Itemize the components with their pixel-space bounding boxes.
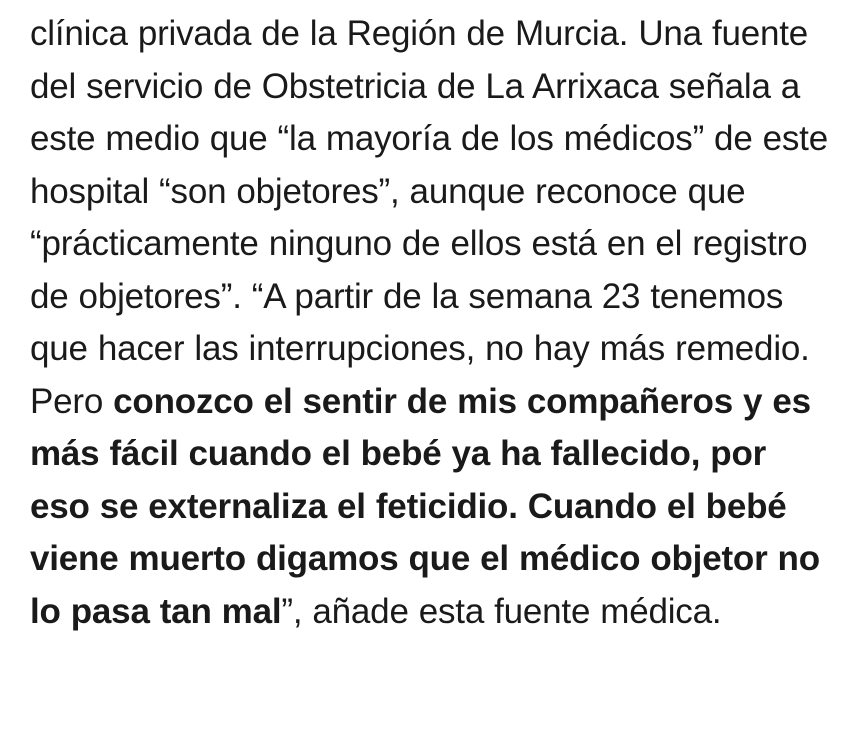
article-paragraph	[30, 0, 834, 638]
paragraph-segment-regular-lead: clínica privada de la Región de Murcia. Una fuente del servicio de Obstetricia de La Arrixaca señala a este medio que “la mayoría de los médicos” de este hospital “son objetores”, aunque reconoce que “prácticamente ninguno de ellos está en el registro de objetores”. “A partir de la semana 23 tenemos que hacer las interrupciones, no hay más remedio. Pero	[30, 14, 828, 421]
paragraph-segment-emphasis-quote: conozco el sentir de mis compañeros y es más fácil cuando el bebé ya ha fallecido, por eso se externaliza el feticidio. Cuando el bebé viene muerto digamos que el médico objetor no lo pasa tan mal	[30, 381, 820, 631]
paragraph-segment-regular-tail: ”, añade esta fuente médica.	[281, 591, 722, 631]
